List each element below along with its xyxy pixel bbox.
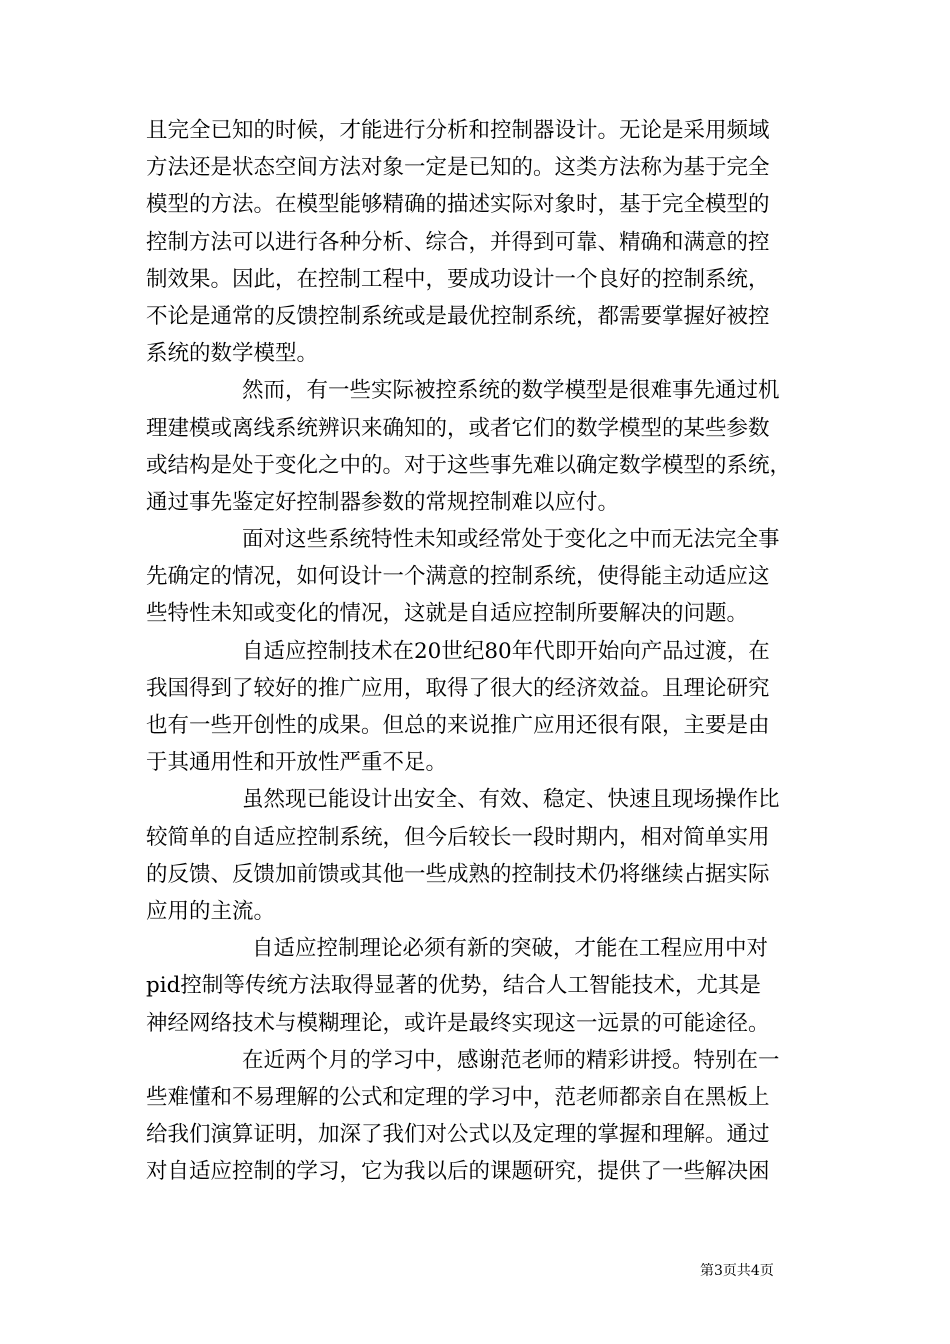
- paragraph-start-line: 自适应控制技术在20世纪80年代即开始向产品过渡，在: [242, 638, 770, 664]
- text-line: 先确定的情况，如何设计一个满意的控制系统，使得能主动适应这: [146, 564, 770, 590]
- text-line: 方法还是状态空间方法对象一定是已知的。这类方法称为基于完全: [146, 155, 770, 181]
- text-line: 于其通用性和开放性严重不足。: [146, 750, 448, 776]
- paragraph-start-line: 然而，有一些实际被控系统的数学模型是很难事先通过机: [242, 378, 780, 404]
- text-line: 且完全已知的时候，才能进行分析和控制器设计。无论是采用频域: [146, 118, 770, 143]
- text-line: 给我们演算证明，加深了我们对公式以及定理的掌握和理解。通过: [146, 1122, 770, 1148]
- paragraph-start-line: 面对这些系统特性未知或经常处于变化之中而无法完全事: [242, 527, 780, 553]
- text-line: 或结构是处于变化之中的。对于这些事先难以确定数学模型的系统，: [146, 452, 792, 478]
- text-line: 模型的方法。在模型能够精确的描述实际对象时，基于完全模型的: [146, 192, 770, 218]
- text-line: 些特性未知或变化的情况，这就是自适应控制所要解决的问题。: [146, 601, 749, 627]
- paragraph-start-line: 虽然现已能设计出安全、有效、稳定、快速且现场操作比: [242, 787, 780, 813]
- document-body: [146, 112, 808, 1190]
- text-line: 些难懂和不易理解的公式和定理的学习中，范老师都亲自在黑板上: [146, 1084, 770, 1110]
- text-line: pid控制等传统方法取得显著的优势，结合人工智能技术，尤其是: [146, 973, 761, 999]
- text-line: 理建模或离线系统辨识来确知的，或者它们的数学模型的某些参数: [146, 415, 770, 441]
- paragraph-start-line: 自适应控制理论必须有新的突破，才能在工程应用中对: [252, 936, 769, 962]
- text-line: 也有一些开创性的成果。但总的来说推广应用还很有限，主要是由: [146, 713, 770, 738]
- text-line: 的反馈、反馈加前馈或其他一些成熟的控制技术仍将继续占据实际: [146, 861, 770, 887]
- text-line: 应用的主流。: [146, 898, 276, 924]
- text-line: 神经网络技术与模糊理论，或许是最终实现这一远景的可能途径。: [146, 1010, 770, 1036]
- text-line: 通过事先鉴定好控制器参数的常规控制难以应付。: [146, 489, 620, 515]
- text-line: 较简单的自适应控制系统，但今后较长一段时期内，相对简单实用: [146, 824, 770, 850]
- text-line: 系统的数学模型。: [146, 341, 319, 367]
- page-number-footer: 第3页共4页: [700, 1263, 774, 1279]
- text-line: 对自适应控制的学习，它为我以后的课题研究，提供了一些解决困: [146, 1159, 770, 1185]
- paragraph-start-line: 在近两个月的学习中，感谢范老师的精彩讲授。特别在一: [242, 1047, 780, 1073]
- text-line: 控制方法可以进行各种分析、综合，并得到可靠、精确和满意的控: [146, 229, 770, 255]
- text-line: 制效果。因此，在控制工程中，要成功设计一个良好的控制系统，: [146, 266, 770, 292]
- text-line: 不论是通常的反馈控制系统或是最优控制系统，都需要掌握好被控: [146, 303, 770, 329]
- text-line: 我国得到了较好的推广应用，取得了很大的经济效益。且理论研究: [146, 675, 770, 701]
